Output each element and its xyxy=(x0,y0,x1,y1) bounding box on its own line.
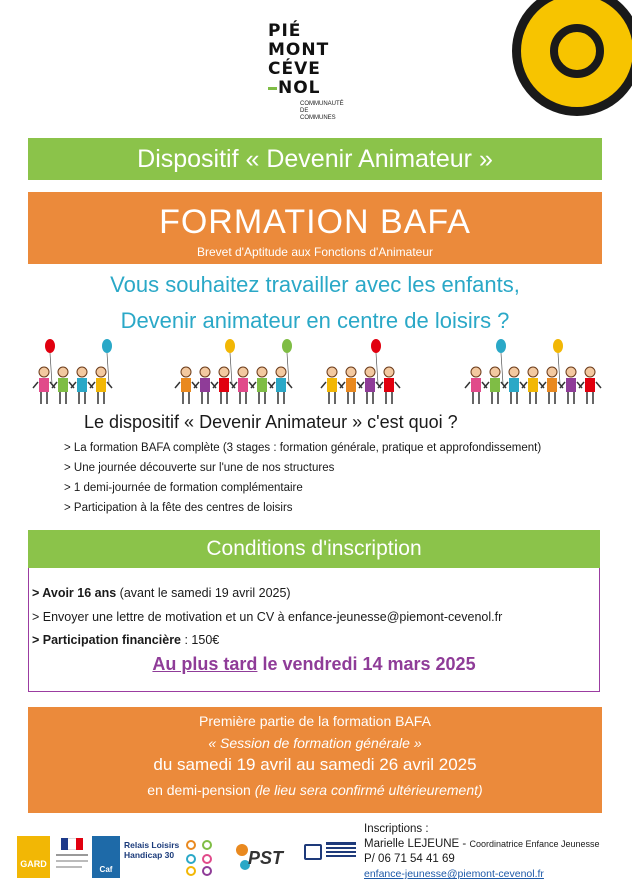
gard-logo xyxy=(17,836,50,878)
logo-line-3: CÉVE xyxy=(268,59,321,79)
logo-line-1: PIÉ xyxy=(268,21,302,41)
child-figure xyxy=(232,367,254,404)
child-figure xyxy=(340,367,362,404)
child-figure xyxy=(321,367,343,404)
session-line-4 xyxy=(28,781,602,799)
child-figure xyxy=(378,367,400,404)
child-figure xyxy=(270,367,292,404)
child-figure xyxy=(560,367,582,404)
contact-name: Marielle LEJEUNE - xyxy=(364,838,470,850)
relais-line-1: Relais Loisirs xyxy=(124,840,180,850)
bafa-title: FORMATION BAFA xyxy=(159,203,471,241)
condition-fee-rest: : 150€ xyxy=(181,633,220,647)
conditions-title: Conditions d'inscription xyxy=(28,530,600,568)
deadline-underlined: Au plus tard xyxy=(152,654,258,674)
child-figure xyxy=(541,367,563,404)
republique-francaise-logo xyxy=(54,836,90,878)
list-item: > Une journée découverte sur l'une de nos structures xyxy=(64,462,335,474)
contact-phone: P/ 06 71 54 41 69 xyxy=(364,853,455,865)
circles-logo xyxy=(184,838,228,878)
list-item: > La formation BAFA complète (3 stages : formation générale, pratique et approfondissement) xyxy=(64,442,542,454)
balloon xyxy=(282,339,292,353)
what-list xyxy=(64,438,541,518)
condition-letter: > Envoyer une lettre de motivation et un CV à enfance-jeunesse@piemont-cevenol.fr xyxy=(32,610,503,624)
balloon xyxy=(553,339,563,353)
child-figure xyxy=(52,367,74,404)
deadline-rest: le vendredi 14 mars 2025 xyxy=(257,654,476,674)
child-figure xyxy=(90,367,112,404)
logo-sub-2: DE xyxy=(300,108,309,114)
child-figure xyxy=(579,367,601,404)
child-figure xyxy=(71,367,93,404)
logo-line-4: NOL xyxy=(278,78,321,98)
logo-sub-3: COMMUNES xyxy=(300,115,336,121)
logo-sub-1: COMMUNAUTÉ xyxy=(300,101,344,107)
condition-age-rest: (avant le samedi 19 avril 2025) xyxy=(116,586,291,600)
condition-fee-bold: > Participation financière xyxy=(32,633,182,647)
lecture-logo xyxy=(304,842,356,870)
child-figure xyxy=(484,367,506,404)
dispositif-banner: Dispositif « Devenir Animateur » xyxy=(28,138,602,180)
list-item: > Participation à la fête des centres de loisirs xyxy=(64,502,293,514)
balloon xyxy=(496,339,506,353)
contact-label: Inscriptions : xyxy=(364,823,429,835)
child-figure xyxy=(503,367,525,404)
child-figure xyxy=(213,367,235,404)
caf-logo xyxy=(92,836,120,878)
children-illustration xyxy=(30,336,602,408)
child-figure xyxy=(359,367,381,404)
child-figure xyxy=(33,367,55,404)
decorative-ring xyxy=(512,0,632,116)
child-figure xyxy=(251,367,273,404)
relais-loisirs-logo xyxy=(124,840,180,860)
balloon xyxy=(45,339,55,353)
child-figure xyxy=(465,367,487,404)
session-line-1: Première partie de la formation BAFA xyxy=(199,713,431,729)
condition-age xyxy=(32,584,291,602)
what-title: Le dispositif « Devenir Animateur » c'est quoi ? xyxy=(84,412,458,432)
piemont-cevenol-logo xyxy=(268,22,368,130)
child-figure xyxy=(522,367,544,404)
child-figure xyxy=(175,367,197,404)
logo-line-2: MONT xyxy=(268,40,330,60)
contact-email-link[interactable]: enfance-jeunesse@piemont-cevenol.fr xyxy=(364,868,544,880)
balloon xyxy=(102,339,112,353)
condition-fee xyxy=(32,631,219,649)
caf-logo-text: Caf xyxy=(99,865,113,874)
contact-role: Coordinatrice Enfance Jeunesse xyxy=(469,839,600,849)
child-figure xyxy=(194,367,216,404)
pst-logo-text: PST xyxy=(248,848,284,868)
question-line-1: Vous souhaitez travailler avec les enfants, xyxy=(110,272,520,297)
session-dates: du samedi 19 avril au samedi 26 avril 2025 xyxy=(153,755,477,774)
gard-logo-text: GARD xyxy=(20,859,47,869)
session-box xyxy=(28,707,602,813)
session-line-2: « Session de formation générale » xyxy=(208,735,422,751)
list-item: > 1 demi-journée de formation complémentaire xyxy=(64,482,303,494)
bafa-banner xyxy=(28,192,602,264)
question-line-2: Devenir animateur en centre de loisirs ? xyxy=(120,308,510,333)
deadline xyxy=(28,654,600,675)
pst-logo xyxy=(232,838,284,878)
condition-age-bold: > Avoir 16 ans xyxy=(32,586,117,600)
contact-block xyxy=(364,822,600,882)
balloon xyxy=(371,339,381,353)
session-location-note: (le lieu sera confirmé ultérieurement) xyxy=(254,782,483,798)
session-pension: en demi-pension xyxy=(147,782,255,798)
balloon xyxy=(225,339,235,353)
bafa-subtitle: Brevet d'Aptitude aux Fonctions d'Animateur xyxy=(196,245,434,259)
relais-line-2: Handicap 30 xyxy=(124,850,175,860)
